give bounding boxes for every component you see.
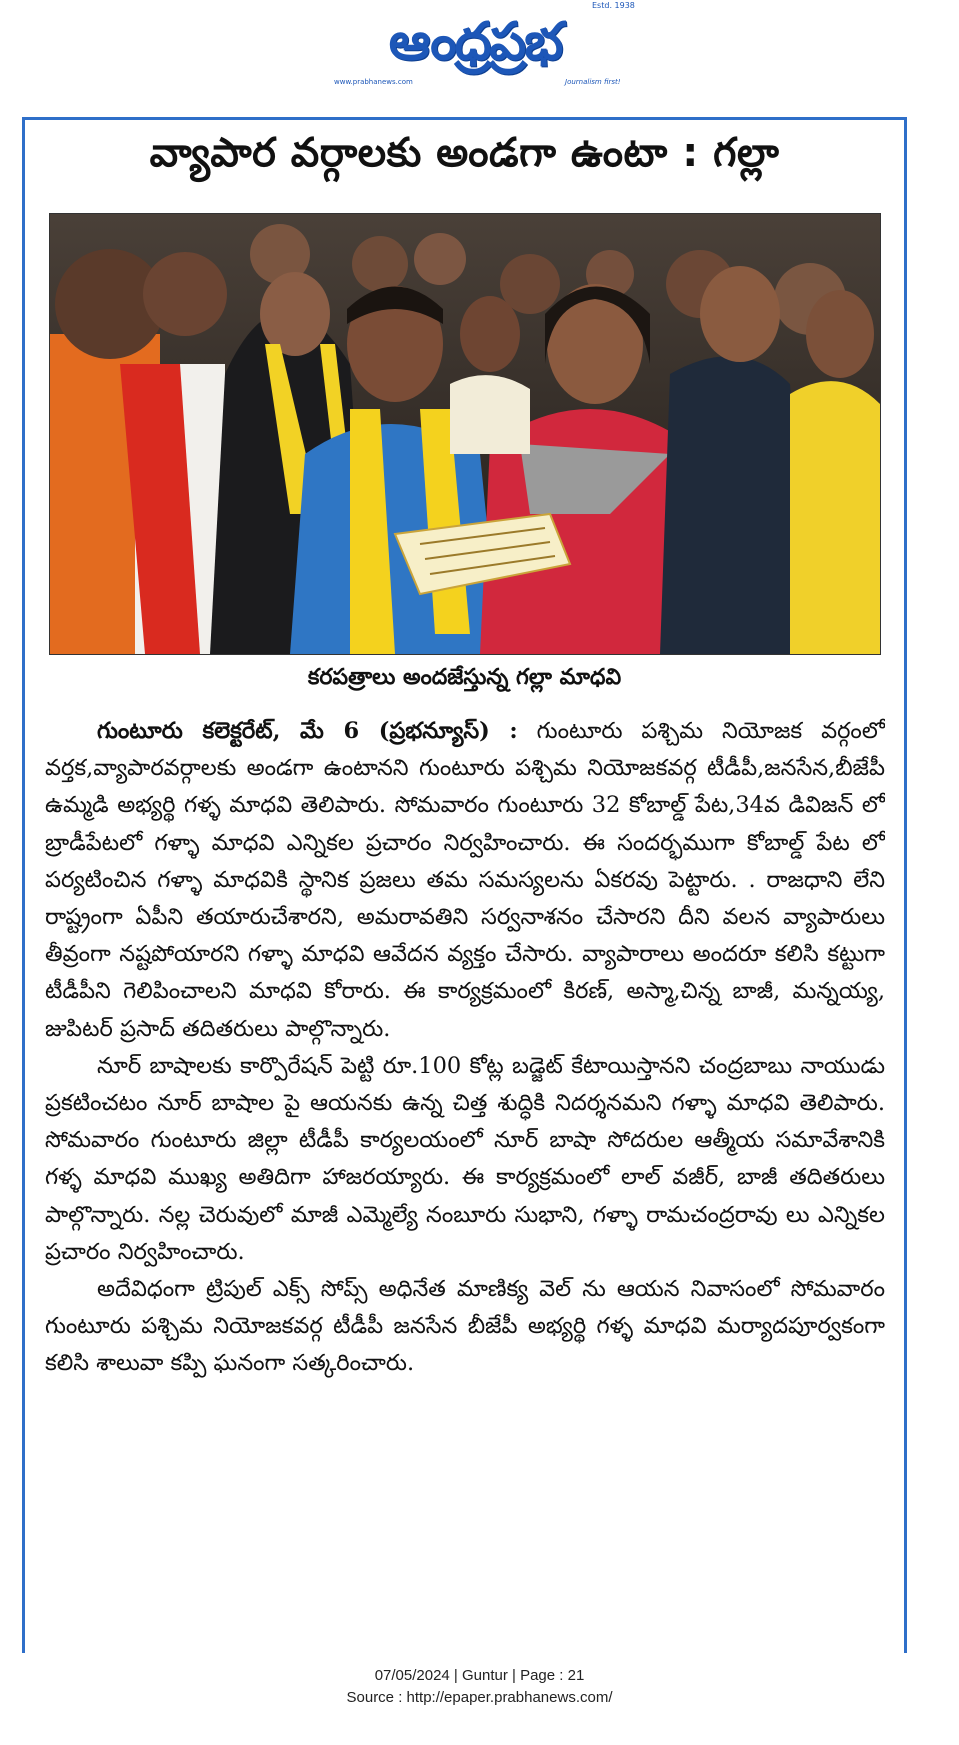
paragraph-2: నూర్ బాషాలకు కార్పొరేషన్ పెట్టి రూ.100 కోట్ల బడ్జెట్ కేటాయిస్తానని చంద్రబాబు నాయుడు ప్రకటించటం నూర్ బాషాల పై ఆయనకు ఉన్న చిత్త శుద్ధికి నిదర్శనమని గళ్ళా మాధవి తెలిపారు. సోమవారం గుంటూరు జిల్లా టీడీపీ కార్యలయంలో నూర్ బాషా సోదరుల ఆత్మీయ సమావేశానికి గళ్ళ మాధవి ముఖ్య అతిదిగా హాజరయ్యారు. ఈ కార్యక్రమంలో లాల్ వజీర్, బాజీ తదితరులు పాల్గొన్నారు. నల్ల చెరువులో మాజీ ఎమ్మెల్యే నంబూరు సుభాని, గళ్ళా రామచంద్రరావు లు ఎన్నికల ప్రచారం నిర్వహించారు.: [45, 1052, 885, 1265]
paragraph-1-text: గుంటూరు పశ్చిమ నియోజక వర్గంలో వర్తక,వ్యాపారవర్గాలకు అండగా ఉంటానని గుంటూరు పశ్చిమ నియోజకవర్గ టీడీపీ,జనసేన,బీజేపీ ఉమ్మడి అభ్యర్థి గళ్ళ మాధవి తెలిపారు. సోమవారం గుంటూరు 32 కోబాల్డ్ పేట,34వ డివిజన్ లో బ్రాడీపేటలో గళ్ళా మాధవి ఎన్నికల ప్రచారం నిర్వహించారు. ఈ సందర్భముగా కోబాల్డ్ పేట లో పర్యటించిన గళ్ళా మాధవికి స్థానిక ప్రజలు తమ సమస్యలను ఏకరవు పెట్టారు. . రాజధాని లేని రాష్ట్రంగా ఏపీని తయారుచేశారని, అమరావతిని సర్వనాశనం చేసారని దీని వలన వ్యాపారులు తీవ్రంగా నష్టపోయారని గళ్ళా మాధవి ఆవేదన వ్యక్తం చేసారు. వ్యాపారాలు అందరూ కలిసి కట్టుగా టీడీపీని గెలిపించాలని మాధవి కోరారు. ఈ కార్యక్రమంలో కిరణ్, అస్మా,చిన్న బాజీ, మన్నయ్య, జుపిటర్ ప్రసాద్ తదితరులు పాల్గొన్నారు.: [45, 718, 885, 1042]
logo-tagline: Journalism first!: [565, 78, 621, 86]
paragraph-1: [45, 713, 885, 1048]
photo-illustration: [50, 214, 880, 654]
footer-date-page: 07/05/2024 | Guntur | Page : 21: [374, 1667, 585, 1684]
paragraph-3: అదేవిధంగా ట్రిపుల్ ఎక్స్ సోప్స్ అధినేత మాణిక్య వెల్ ను ఆయన నివాసంలో సోమవారం గుంటూరు పశ్చిమ నియోజకవర్గ టీడీపీ జనసేన బీజేపీ అభ్యర్థి గళ్ళ మాధవి మర్యాదపూర్వకంగా కలిసి శాలువా కప్పి ఘనంగా సత్కరించారు.: [45, 1276, 885, 1377]
newspaper-logo[interactable]: [325, 6, 625, 78]
page-footer: [0, 1665, 959, 1709]
logo-estd: Estd. 1938: [592, 1, 635, 10]
article-photo: [49, 213, 881, 655]
footer-source-link[interactable]: Source : http://epaper.prabhanews.com/: [346, 1689, 613, 1706]
masthead: [0, 0, 959, 100]
photo-caption: కరపత్రాలు అందజేస్తున్న గల్లా మాధవి: [307, 665, 622, 690]
logo-url[interactable]: www.prabhanews.com: [334, 78, 413, 86]
article-clipping: [22, 117, 907, 1653]
dateline: గుంటూరు కలెక్టరేట్, మే 6 (ప్రభన్యూస్) :: [97, 718, 518, 744]
article-body: [45, 713, 885, 1638]
logo-text: ఆంధ్రప్రభ: [388, 12, 562, 72]
headline: వ్యాపార వర్గాలకు అండగా ఉంటా : గల్లా: [149, 130, 780, 176]
